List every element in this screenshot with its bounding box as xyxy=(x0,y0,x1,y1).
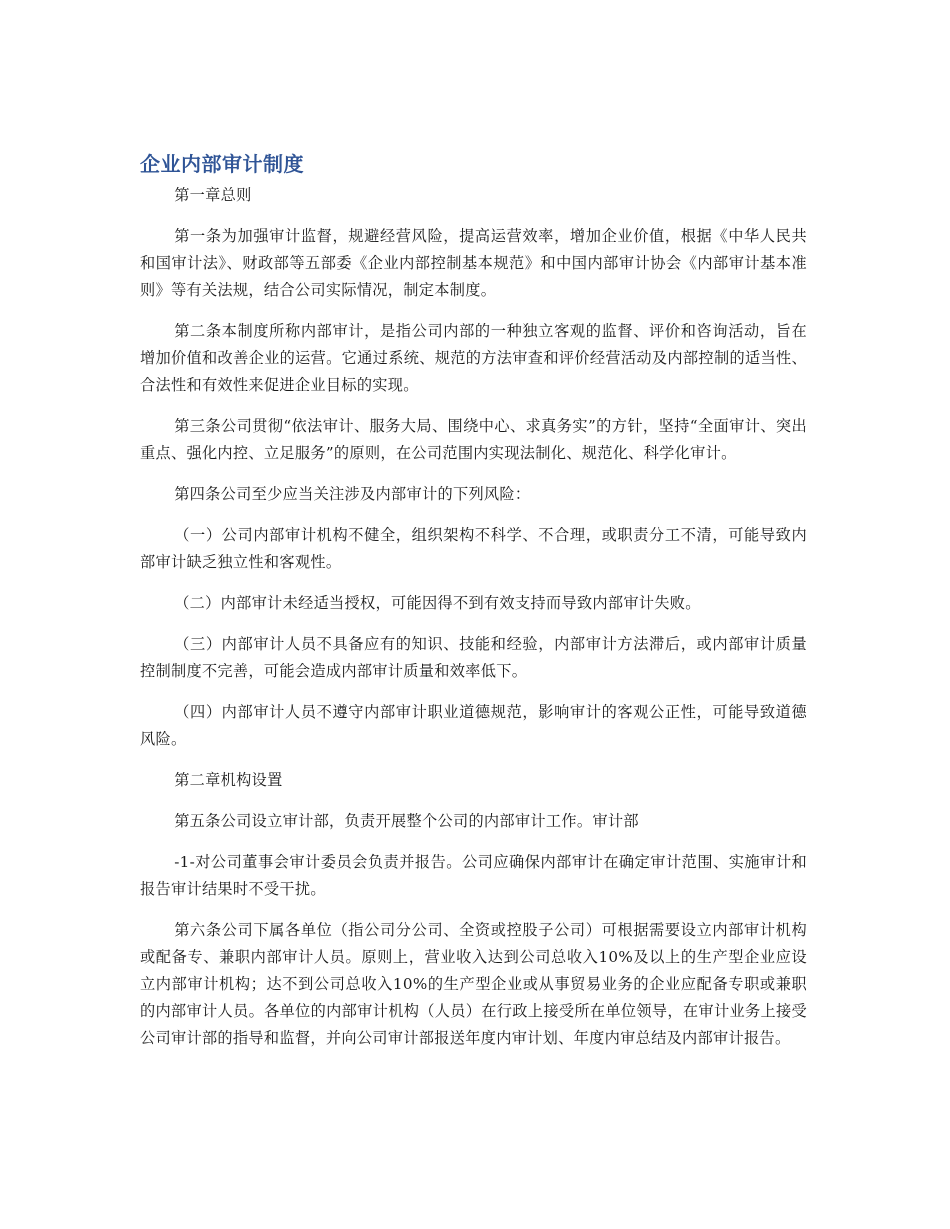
article-2: 第二条本制度所称内部审计，是指公司内部的一种独立客观的监督、评价和咨询活动，旨在增加价值和改善企业的运营。它通过系统、规范的方法审查和评价经营活动及内部控制的适当性、合法性和有效性来促进企业目标的实现。 xyxy=(140,322,807,394)
article-3: 第三条公司贯彻“依法审计、服务大局、围绕中心、求真务实”的方针，坚持“全面审计、突出重点、强化内控、立足服务”的原则，在公司范围内实现法制化、规范化、科学化审计。 xyxy=(140,417,807,462)
risk-item-3: （三）内部审计人员不具备应有的知识、技能和经验，内部审计方法滞后，或内部审计质量控制制度不完善，可能会造成内部审计质量和效率低下。 xyxy=(140,635,807,680)
risk-item-2: （二）内部审计未经适当授权，可能因得不到有效支持而导致内部审计失败。 xyxy=(174,594,701,612)
risk-item-1: （一）公司内部审计机构不健全，组织架构不科学、不合理，或职责分工不清，可能导致内部审计缺乏独立性和客观性。 xyxy=(140,526,807,571)
article-4: 第四条公司至少应当关注涉及内部审计的下列风险： xyxy=(174,485,531,503)
document-title: 企业内部审计制度 xyxy=(140,152,304,176)
document-page xyxy=(140,148,807,1066)
article-1: 第一条为加强审计监督，规避经营风险，提高运营效率，增加企业价值，根据《中华人民共和国审计法》、财政部等五部委《企业内部控制基本规范》和中国内部审计协会《内部审计基本准则》等有关法规，结合公司实际情况，制定本制度。 xyxy=(140,227,807,299)
article-5-continued: -1-对公司董事会审计委员会负责并报告。公司应确保内部审计在确定审计范围、实施审计和报告审计结果时不受干扰。 xyxy=(140,853,807,898)
risk-item-4: （四）内部审计人员不遵守内部审计职业道德规范，影响审计的客观公正性，可能导致道德风险。 xyxy=(140,703,807,748)
chapter-heading-1: 第一章总则 xyxy=(174,186,252,204)
article-5: 第五条公司设立审计部，负责开展整个公司的内部审计工作。审计部 xyxy=(174,812,639,830)
chapter-heading-2: 第二章机构设置 xyxy=(174,771,283,789)
article-6: 第六条公司下属各单位（指公司分公司、全资或控股子公司）可根据需要设立内部审计机构或配备专、兼职内部审计人员。原则上，营业收入达到公司总收入10%及以上的生产型企业应设立内部审计机构；达不到公司总收入10%的生产型企业或从事贸易业务的企业应配备专职或兼职的内部审计人员。各单位的内部审计机构（人员）在行政上接受所在单位领导，在审计业务上接受公司审计部的指导和监督，并向公司审计部报送年度内审计划、年度内审总结及内部审计报告。 xyxy=(140,921,807,1047)
